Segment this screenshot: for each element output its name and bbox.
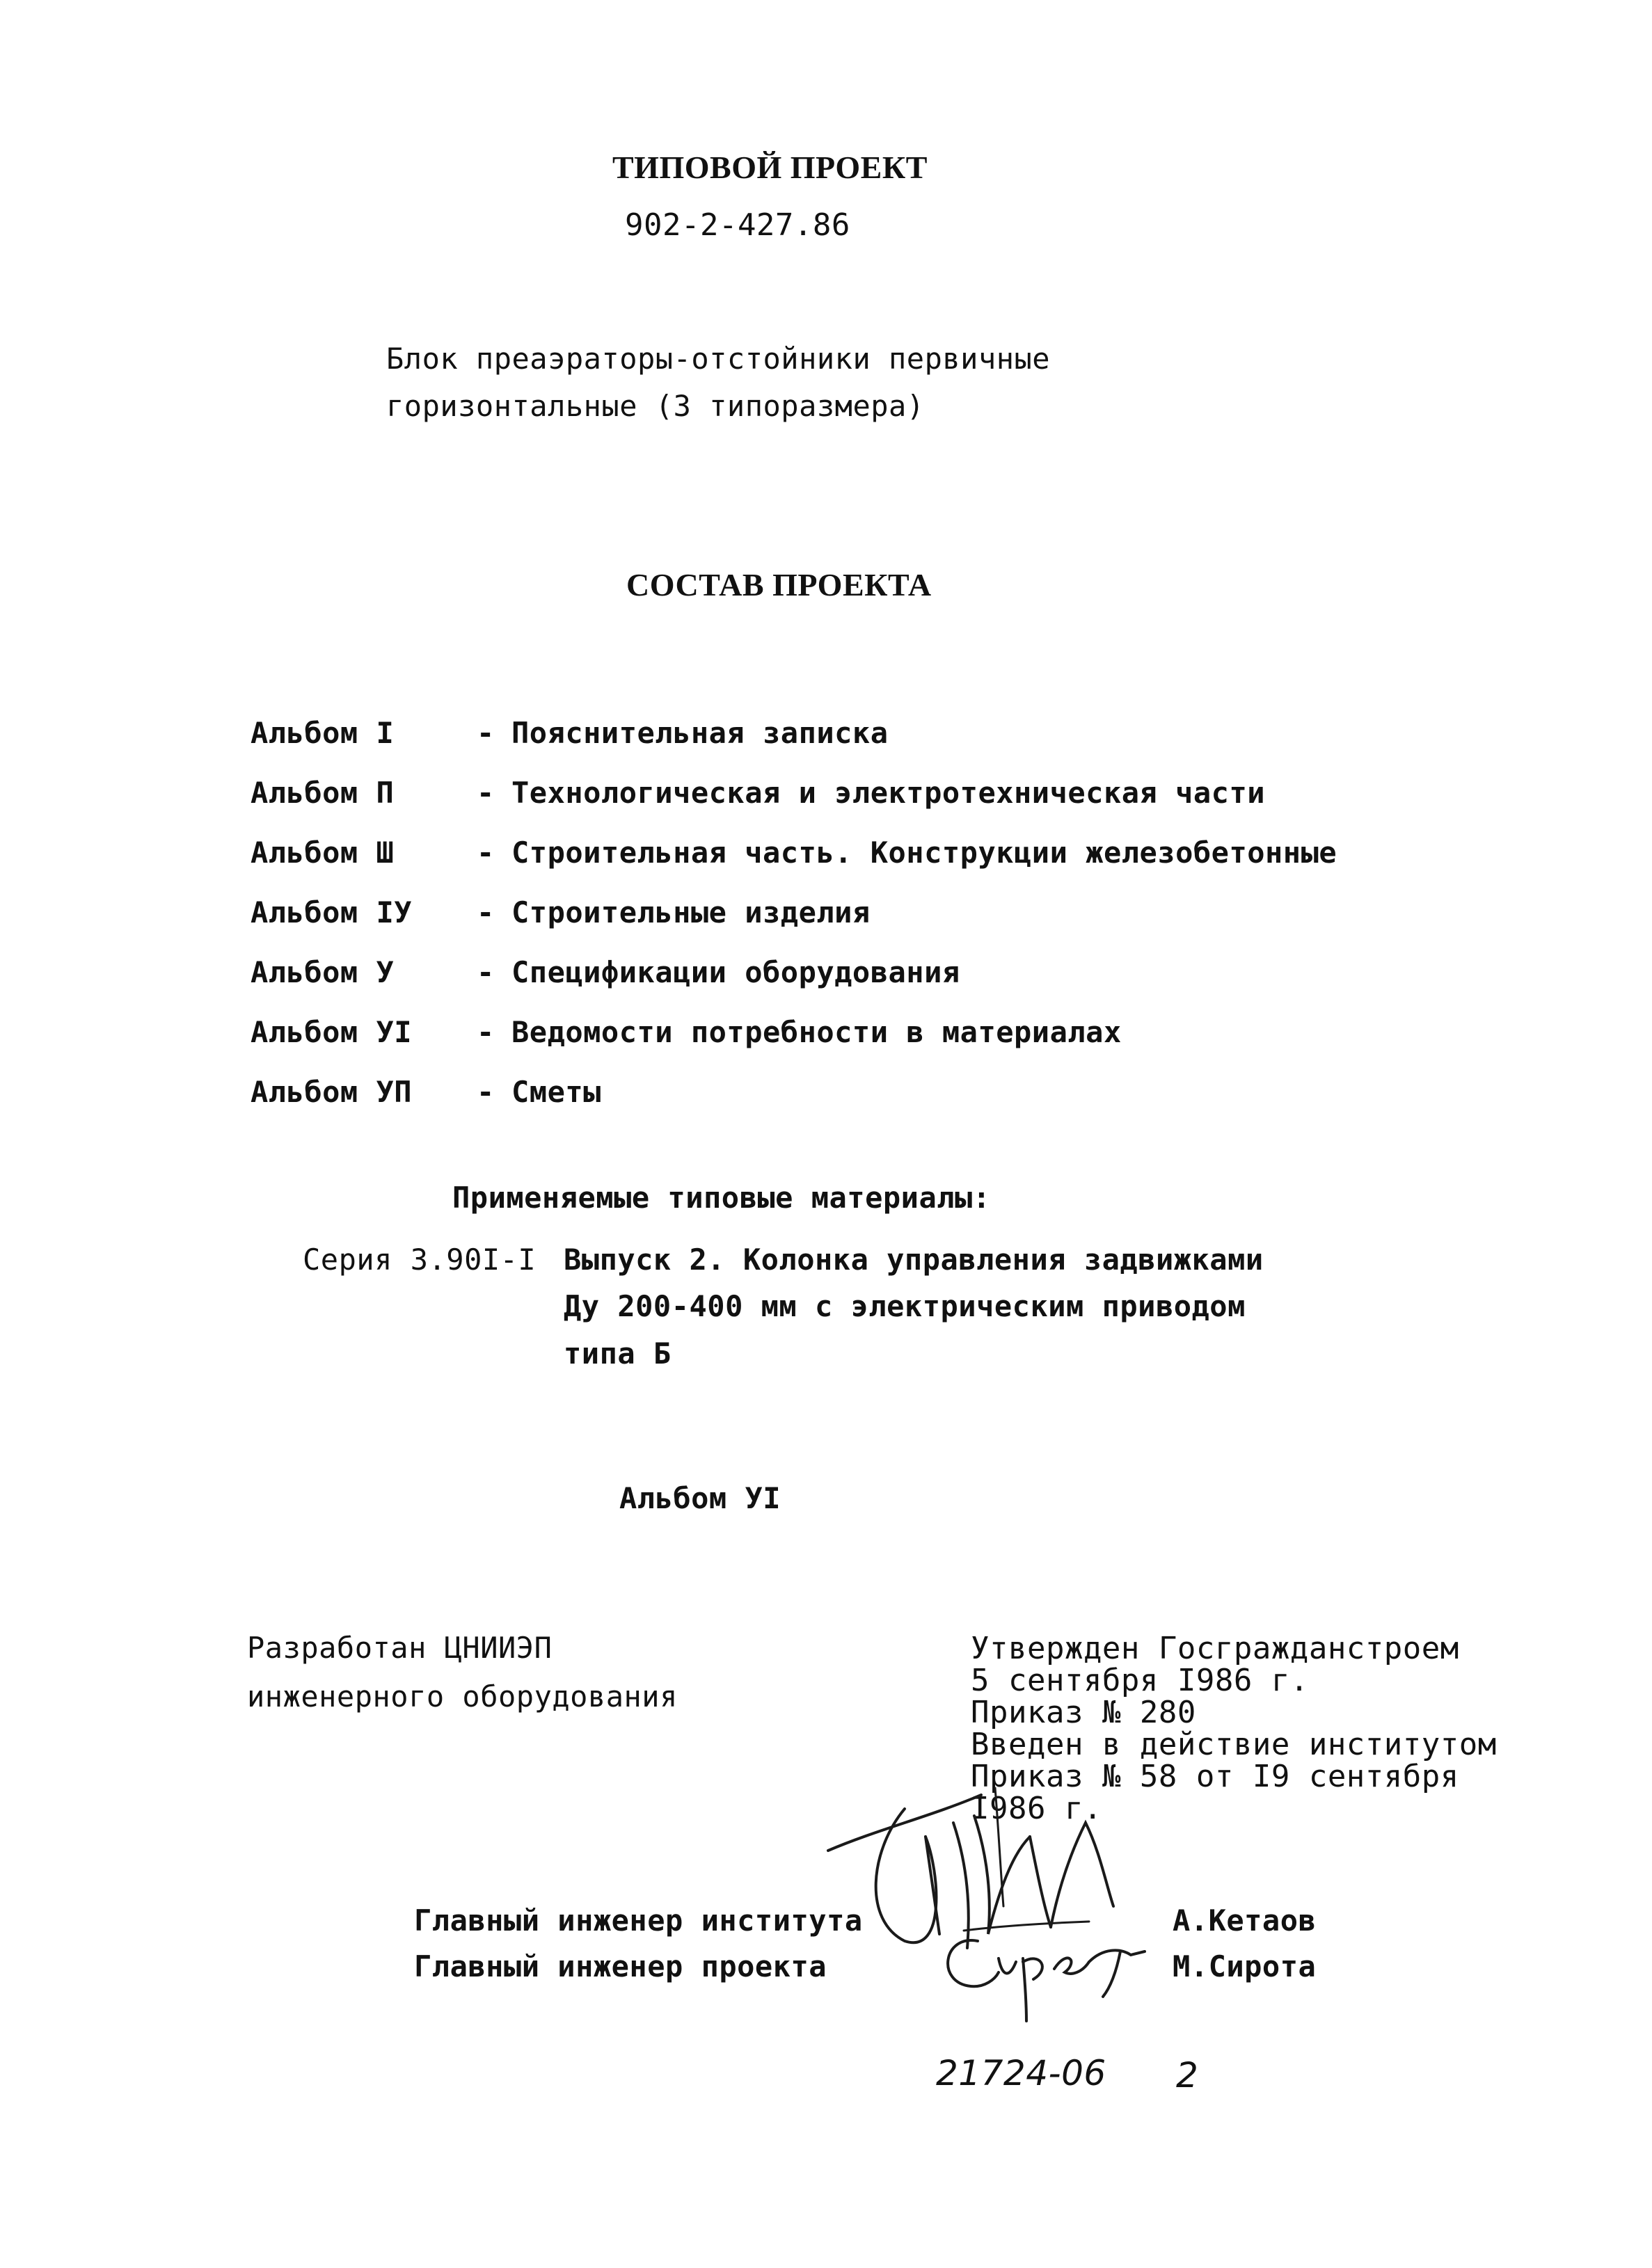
signatory-name-2: М.Сирота: [1173, 1949, 1317, 1983]
subject-line-1: Блок преаэраторы-отстойники первичные: [386, 342, 1051, 376]
album-label: Альбом Ш: [251, 836, 395, 870]
materials-series: Серия 3.90I-I: [303, 1243, 537, 1277]
album-row: [251, 895, 871, 933]
current-album: Альбом УI: [619, 1481, 781, 1515]
album-dash: -: [477, 955, 495, 989]
album-description: Ведомости потребности в материалах: [511, 1015, 1122, 1049]
album-description: Технологическая и электротехническая части: [511, 776, 1266, 810]
project-number: 902-2-427.86: [625, 207, 850, 243]
materials-line-1: Выпуск 2. Колонка управления задвижками: [564, 1243, 1264, 1277]
signatory-role-1: Главный инженер института: [414, 1903, 863, 1938]
album-label: Альбом УП: [251, 1075, 413, 1109]
approval-line-4: Введен в действие институтом: [971, 1727, 1497, 1762]
signatory-role-2: Главный инженер проекта: [414, 1949, 827, 1983]
album-label: Альбом П: [251, 776, 395, 810]
album-dash: -: [477, 716, 495, 750]
album-dash: -: [477, 1015, 495, 1049]
page-number: 2: [1176, 2055, 1199, 2095]
album-dash: -: [477, 895, 495, 929]
materials-line-2: Ду 200-400 мм с электрическим приводом: [564, 1289, 1246, 1323]
album-label: Альбом У: [251, 955, 395, 989]
album-dash: -: [477, 1075, 495, 1109]
album-dash: -: [477, 776, 495, 810]
signatory-name-1: А.Кетаов: [1173, 1903, 1317, 1938]
album-dash: -: [477, 836, 495, 870]
album-row: [251, 716, 889, 753]
approval-line-3: Приказ № 280: [971, 1695, 1196, 1730]
approval-line-2: 5 сентября I986 г.: [971, 1663, 1309, 1698]
developer-line-2: инженерного оборудования: [247, 1679, 678, 1714]
approval-line-5: Приказ № 58 от I9 сентября: [971, 1759, 1459, 1794]
approval-line-1: Утвержден Госгражданстроем: [971, 1631, 1459, 1666]
album-row: [251, 1075, 601, 1112]
developer-line-1: Разработан ЦНИИЭП: [247, 1631, 553, 1665]
album-row: [251, 836, 1337, 873]
signature-chief-engineer-project: [929, 1920, 1159, 2025]
composition-heading: СОСТАВ ПРОЕКТА: [626, 567, 932, 602]
album-label: Альбом УI: [251, 1015, 413, 1049]
album-description: Спецификации оборудования: [511, 955, 960, 989]
document-code: 21724-06: [936, 2053, 1106, 2093]
subject-line-2: горизонтальные (3 типоразмера): [386, 389, 925, 423]
album-row: [251, 1015, 1122, 1053]
materials-line-3: типа Б: [564, 1336, 672, 1371]
album-label: Альбом I: [251, 716, 395, 750]
approval-line-6: I986 г.: [971, 1791, 1102, 1826]
album-label: Альбом IУ: [251, 895, 413, 929]
document-title: ТИПОВОЙ ПРОЕКТ: [612, 150, 928, 185]
materials-heading: Применяемые типовые материалы:: [452, 1181, 991, 1215]
album-row: [251, 955, 960, 993]
album-description: Сметы: [511, 1075, 601, 1109]
album-description: Строительные изделия: [511, 895, 871, 929]
album-description: Пояснительная записка: [511, 716, 889, 750]
album-row: [251, 776, 1266, 813]
album-description: Строительная часть. Конструкции железобетонные: [511, 836, 1337, 870]
